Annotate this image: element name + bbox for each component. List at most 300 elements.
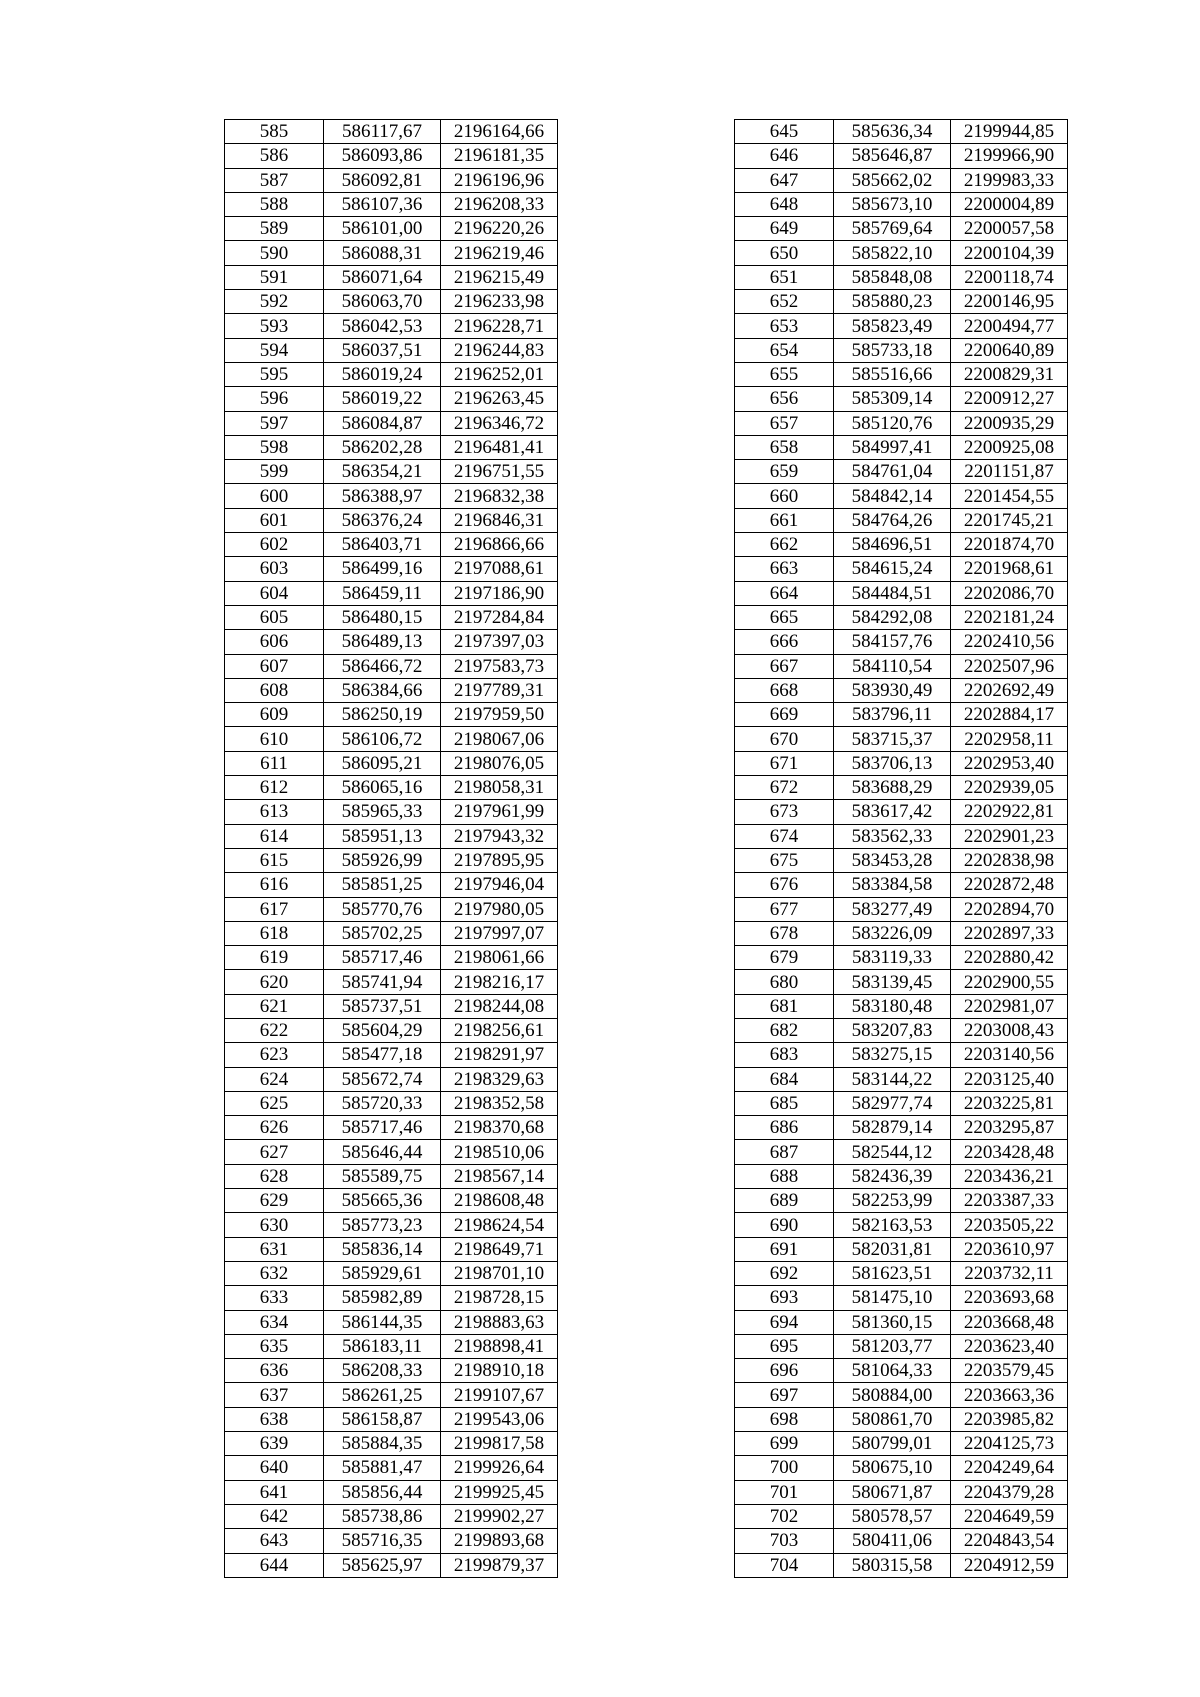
table-row (225, 897, 558, 921)
point-number-cell: 587 (225, 168, 324, 192)
point-number-cell: 621 (225, 994, 324, 1018)
y-coordinate-cell: 2196220,26 (441, 217, 558, 241)
x-coordinate-cell: 585884,35 (324, 1432, 441, 1456)
y-coordinate-cell: 2202897,33 (951, 921, 1068, 945)
point-number-cell: 665 (735, 605, 834, 629)
table-row (735, 120, 1068, 144)
table-row (225, 1504, 558, 1528)
y-coordinate-cell: 2202880,42 (951, 946, 1068, 970)
x-coordinate-cell: 580884,00 (834, 1383, 951, 1407)
x-coordinate-cell: 585982,89 (324, 1286, 441, 1310)
table-row (735, 1286, 1068, 1310)
table-row (735, 1140, 1068, 1164)
point-number-cell: 646 (735, 144, 834, 168)
table-row (735, 800, 1068, 824)
y-coordinate-cell: 2203668,48 (951, 1310, 1068, 1334)
point-number-cell: 683 (735, 1043, 834, 1067)
table-row (225, 581, 558, 605)
y-coordinate-cell: 2196481,41 (441, 435, 558, 459)
table-row (225, 1432, 558, 1456)
point-number-cell: 641 (225, 1480, 324, 1504)
table-row (225, 265, 558, 289)
point-number-cell: 704 (735, 1553, 834, 1577)
x-coordinate-cell: 586088,31 (324, 241, 441, 265)
y-coordinate-cell: 2198216,17 (441, 970, 558, 994)
y-coordinate-cell: 2202922,81 (951, 800, 1068, 824)
point-number-cell: 685 (735, 1091, 834, 1115)
x-coordinate-cell: 580861,70 (834, 1407, 951, 1431)
y-coordinate-cell: 2197583,73 (441, 654, 558, 678)
x-coordinate-cell: 583715,37 (834, 727, 951, 751)
table-row (225, 387, 558, 411)
y-coordinate-cell: 2197961,99 (441, 800, 558, 824)
table-row (225, 1480, 558, 1504)
y-coordinate-cell: 2197284,84 (441, 605, 558, 629)
x-coordinate-cell: 585717,46 (324, 1116, 441, 1140)
x-coordinate-cell: 583384,58 (834, 873, 951, 897)
table-row (735, 1164, 1068, 1188)
x-coordinate-cell: 586202,28 (324, 435, 441, 459)
x-coordinate-cell: 582977,74 (834, 1091, 951, 1115)
point-number-cell: 619 (225, 946, 324, 970)
x-coordinate-cell: 585770,76 (324, 897, 441, 921)
table-row (735, 1261, 1068, 1285)
y-coordinate-cell: 2203610,97 (951, 1237, 1068, 1261)
table-row (225, 970, 558, 994)
point-number-cell: 617 (225, 897, 324, 921)
x-coordinate-cell: 586388,97 (324, 484, 441, 508)
x-coordinate-cell: 585822,10 (834, 241, 951, 265)
table-row (225, 751, 558, 775)
point-number-cell: 651 (735, 265, 834, 289)
table-row (225, 1237, 558, 1261)
x-coordinate-cell: 586092,81 (324, 168, 441, 192)
y-coordinate-cell: 2200640,89 (951, 338, 1068, 362)
x-coordinate-cell: 584997,41 (834, 435, 951, 459)
y-coordinate-cell: 2199817,58 (441, 1432, 558, 1456)
x-coordinate-cell: 586037,51 (324, 338, 441, 362)
x-coordinate-cell: 583119,33 (834, 946, 951, 970)
x-coordinate-cell: 586183,11 (324, 1334, 441, 1358)
y-coordinate-cell: 2202958,11 (951, 727, 1068, 751)
point-number-cell: 695 (735, 1334, 834, 1358)
point-number-cell: 616 (225, 873, 324, 897)
table-row (225, 290, 558, 314)
point-number-cell: 679 (735, 946, 834, 970)
table-row (225, 435, 558, 459)
point-number-cell: 668 (735, 678, 834, 702)
point-number-cell: 688 (735, 1164, 834, 1188)
table-row (225, 557, 558, 581)
y-coordinate-cell: 2198701,10 (441, 1261, 558, 1285)
table-row (225, 1334, 558, 1358)
x-coordinate-cell: 585717,46 (324, 946, 441, 970)
y-coordinate-cell: 2196164,66 (441, 120, 558, 144)
table-row (225, 873, 558, 897)
table-row (225, 1261, 558, 1285)
y-coordinate-cell: 2202086,70 (951, 581, 1068, 605)
x-coordinate-cell: 583275,15 (834, 1043, 951, 1067)
y-coordinate-cell: 2196252,01 (441, 362, 558, 386)
table-row (735, 678, 1068, 702)
y-coordinate-cell: 2199983,33 (951, 168, 1068, 192)
x-coordinate-cell: 583226,09 (834, 921, 951, 945)
table-row (735, 1359, 1068, 1383)
point-number-cell: 629 (225, 1189, 324, 1213)
table-row (735, 581, 1068, 605)
x-coordinate-cell: 586208,33 (324, 1359, 441, 1383)
y-coordinate-cell: 2203387,33 (951, 1189, 1068, 1213)
x-coordinate-cell: 585737,51 (324, 994, 441, 1018)
y-coordinate-cell: 2200104,39 (951, 241, 1068, 265)
table-row (225, 654, 558, 678)
y-coordinate-cell: 2196208,33 (441, 192, 558, 216)
y-coordinate-cell: 2198624,54 (441, 1213, 558, 1237)
x-coordinate-cell: 581360,15 (834, 1310, 951, 1334)
y-coordinate-cell: 2201745,21 (951, 508, 1068, 532)
table-row (735, 970, 1068, 994)
point-number-cell: 605 (225, 605, 324, 629)
point-number-cell: 624 (225, 1067, 324, 1091)
table-row (735, 217, 1068, 241)
table-row (225, 946, 558, 970)
point-number-cell: 611 (225, 751, 324, 775)
x-coordinate-cell: 585848,08 (834, 265, 951, 289)
table-row (735, 362, 1068, 386)
table-row (735, 1310, 1068, 1334)
point-number-cell: 614 (225, 824, 324, 848)
y-coordinate-cell: 2203295,87 (951, 1116, 1068, 1140)
table-row (735, 946, 1068, 970)
x-coordinate-cell: 586459,11 (324, 581, 441, 605)
y-coordinate-cell: 2197895,95 (441, 848, 558, 872)
y-coordinate-cell: 2196181,35 (441, 144, 558, 168)
point-number-cell: 622 (225, 1018, 324, 1042)
x-coordinate-cell: 585836,14 (324, 1237, 441, 1261)
x-coordinate-cell: 586158,87 (324, 1407, 441, 1431)
table-row (735, 411, 1068, 435)
point-number-cell: 639 (225, 1432, 324, 1456)
table-row (735, 1067, 1068, 1091)
table-row (225, 776, 558, 800)
point-number-cell: 676 (735, 873, 834, 897)
y-coordinate-cell: 2197980,05 (441, 897, 558, 921)
x-coordinate-cell: 585741,94 (324, 970, 441, 994)
point-number-cell: 702 (735, 1504, 834, 1528)
x-coordinate-cell: 585856,44 (324, 1480, 441, 1504)
point-number-cell: 642 (225, 1504, 324, 1528)
x-coordinate-cell: 586019,22 (324, 387, 441, 411)
point-number-cell: 631 (225, 1237, 324, 1261)
table-row (225, 1189, 558, 1213)
point-number-cell: 696 (735, 1359, 834, 1383)
y-coordinate-cell: 2198256,61 (441, 1018, 558, 1042)
point-number-cell: 654 (735, 338, 834, 362)
x-coordinate-cell: 581623,51 (834, 1261, 951, 1285)
point-number-cell: 626 (225, 1116, 324, 1140)
table-row (735, 1407, 1068, 1431)
point-number-cell: 659 (735, 460, 834, 484)
point-number-cell: 669 (735, 703, 834, 727)
x-coordinate-cell: 586107,36 (324, 192, 441, 216)
y-coordinate-cell: 2198510,06 (441, 1140, 558, 1164)
point-number-cell: 592 (225, 290, 324, 314)
y-coordinate-cell: 2203663,36 (951, 1383, 1068, 1407)
point-number-cell: 690 (735, 1213, 834, 1237)
x-coordinate-cell: 586071,64 (324, 265, 441, 289)
table-row (225, 800, 558, 824)
table-row (735, 265, 1068, 289)
point-number-cell: 597 (225, 411, 324, 435)
table-row (735, 1456, 1068, 1480)
point-number-cell: 623 (225, 1043, 324, 1067)
table-row (735, 727, 1068, 751)
point-number-cell: 689 (735, 1189, 834, 1213)
y-coordinate-cell: 2201874,70 (951, 533, 1068, 557)
x-coordinate-cell: 583930,49 (834, 678, 951, 702)
point-number-cell: 596 (225, 387, 324, 411)
y-coordinate-cell: 2198910,18 (441, 1359, 558, 1383)
x-coordinate-cell: 585929,61 (324, 1261, 441, 1285)
y-coordinate-cell: 2199879,37 (441, 1553, 558, 1577)
point-number-cell: 698 (735, 1407, 834, 1431)
table-row (735, 1043, 1068, 1067)
y-coordinate-cell: 2196832,38 (441, 484, 558, 508)
y-coordinate-cell: 2203732,11 (951, 1261, 1068, 1285)
table-row (225, 1043, 558, 1067)
y-coordinate-cell: 2196219,46 (441, 241, 558, 265)
x-coordinate-cell: 585625,97 (324, 1553, 441, 1577)
point-number-cell: 678 (735, 921, 834, 945)
coordinates-table-left (224, 119, 558, 1578)
table-row (225, 1407, 558, 1431)
point-number-cell: 586 (225, 144, 324, 168)
y-coordinate-cell: 2203125,40 (951, 1067, 1068, 1091)
x-coordinate-cell: 581064,33 (834, 1359, 951, 1383)
x-coordinate-cell: 586042,53 (324, 314, 441, 338)
point-number-cell: 674 (735, 824, 834, 848)
y-coordinate-cell: 2203579,45 (951, 1359, 1068, 1383)
table-row (225, 824, 558, 848)
y-coordinate-cell: 2198329,63 (441, 1067, 558, 1091)
y-coordinate-cell: 2198370,68 (441, 1116, 558, 1140)
point-number-cell: 684 (735, 1067, 834, 1091)
x-coordinate-cell: 582163,53 (834, 1213, 951, 1237)
x-coordinate-cell: 585733,18 (834, 338, 951, 362)
x-coordinate-cell: 585720,33 (324, 1091, 441, 1115)
point-number-cell: 643 (225, 1529, 324, 1553)
x-coordinate-cell: 585636,34 (834, 120, 951, 144)
point-number-cell: 661 (735, 508, 834, 532)
x-coordinate-cell: 583277,49 (834, 897, 951, 921)
x-coordinate-cell: 580315,58 (834, 1553, 951, 1577)
table-row (735, 557, 1068, 581)
table-row (735, 1018, 1068, 1042)
y-coordinate-cell: 2199926,64 (441, 1456, 558, 1480)
point-number-cell: 635 (225, 1334, 324, 1358)
table-row (225, 994, 558, 1018)
table-row (735, 751, 1068, 775)
x-coordinate-cell: 585823,49 (834, 314, 951, 338)
table-row (735, 848, 1068, 872)
point-number-cell: 660 (735, 484, 834, 508)
point-number-cell: 687 (735, 1140, 834, 1164)
point-number-cell: 697 (735, 1383, 834, 1407)
x-coordinate-cell: 580799,01 (834, 1432, 951, 1456)
table-row (735, 1237, 1068, 1261)
y-coordinate-cell: 2198883,63 (441, 1310, 558, 1334)
table-row (225, 362, 558, 386)
point-number-cell: 650 (735, 241, 834, 265)
y-coordinate-cell: 2199966,90 (951, 144, 1068, 168)
table-row (225, 921, 558, 945)
x-coordinate-cell: 583706,13 (834, 751, 951, 775)
table-row (735, 290, 1068, 314)
y-coordinate-cell: 2202692,49 (951, 678, 1068, 702)
y-coordinate-cell: 2203008,43 (951, 1018, 1068, 1042)
table-row (735, 435, 1068, 459)
x-coordinate-cell: 585646,87 (834, 144, 951, 168)
x-coordinate-cell: 583562,33 (834, 824, 951, 848)
y-coordinate-cell: 2202953,40 (951, 751, 1068, 775)
x-coordinate-cell: 586117,67 (324, 120, 441, 144)
y-coordinate-cell: 2203225,81 (951, 1091, 1068, 1115)
x-coordinate-cell: 585662,02 (834, 168, 951, 192)
y-coordinate-cell: 2204912,59 (951, 1553, 1068, 1577)
x-coordinate-cell: 584761,04 (834, 460, 951, 484)
x-coordinate-cell: 585672,74 (324, 1067, 441, 1091)
x-coordinate-cell: 584696,51 (834, 533, 951, 557)
y-coordinate-cell: 2202838,98 (951, 848, 1068, 872)
table-row (225, 605, 558, 629)
x-coordinate-cell: 581203,77 (834, 1334, 951, 1358)
point-number-cell: 593 (225, 314, 324, 338)
y-coordinate-cell: 2199543,06 (441, 1407, 558, 1431)
y-coordinate-cell: 2197088,61 (441, 557, 558, 581)
y-coordinate-cell: 2196866,66 (441, 533, 558, 557)
y-coordinate-cell: 2203985,82 (951, 1407, 1068, 1431)
x-coordinate-cell: 583453,28 (834, 848, 951, 872)
x-coordinate-cell: 584110,54 (834, 654, 951, 678)
x-coordinate-cell: 580411,06 (834, 1529, 951, 1553)
x-coordinate-cell: 585965,33 (324, 800, 441, 824)
table-row (735, 1189, 1068, 1213)
table-row (225, 1213, 558, 1237)
table-row (225, 460, 558, 484)
point-number-cell: 675 (735, 848, 834, 872)
y-coordinate-cell: 2203140,56 (951, 1043, 1068, 1067)
y-coordinate-cell: 2196346,72 (441, 411, 558, 435)
x-coordinate-cell: 586019,24 (324, 362, 441, 386)
point-number-cell: 671 (735, 751, 834, 775)
point-number-cell: 692 (735, 1261, 834, 1285)
point-number-cell: 653 (735, 314, 834, 338)
point-number-cell: 672 (735, 776, 834, 800)
x-coordinate-cell: 582031,81 (834, 1237, 951, 1261)
y-coordinate-cell: 2198608,48 (441, 1189, 558, 1213)
y-coordinate-cell: 2200935,29 (951, 411, 1068, 435)
table-row (225, 678, 558, 702)
y-coordinate-cell: 2197997,07 (441, 921, 558, 945)
point-number-cell: 652 (735, 290, 834, 314)
x-coordinate-cell: 586376,24 (324, 508, 441, 532)
table-row (735, 630, 1068, 654)
point-number-cell: 606 (225, 630, 324, 654)
y-coordinate-cell: 2203428,48 (951, 1140, 1068, 1164)
table-row (225, 1529, 558, 1553)
point-number-cell: 604 (225, 581, 324, 605)
x-coordinate-cell: 585604,29 (324, 1018, 441, 1042)
y-coordinate-cell: 2203436,21 (951, 1164, 1068, 1188)
y-coordinate-cell: 2202410,56 (951, 630, 1068, 654)
table-row (735, 1091, 1068, 1115)
y-coordinate-cell: 2196215,49 (441, 265, 558, 289)
y-coordinate-cell: 2196244,83 (441, 338, 558, 362)
x-coordinate-cell: 583688,29 (834, 776, 951, 800)
y-coordinate-cell: 2202872,48 (951, 873, 1068, 897)
point-number-cell: 658 (735, 435, 834, 459)
table-row (225, 703, 558, 727)
table-row (735, 1334, 1068, 1358)
y-coordinate-cell: 2198567,14 (441, 1164, 558, 1188)
table-row (735, 703, 1068, 727)
table-row (225, 314, 558, 338)
point-number-cell: 663 (735, 557, 834, 581)
y-coordinate-cell: 2198898,41 (441, 1334, 558, 1358)
y-coordinate-cell: 2204843,54 (951, 1529, 1068, 1553)
table-row (225, 1140, 558, 1164)
x-coordinate-cell: 580675,10 (834, 1456, 951, 1480)
table-row (225, 192, 558, 216)
x-coordinate-cell: 586065,16 (324, 776, 441, 800)
table-row (735, 897, 1068, 921)
point-number-cell: 612 (225, 776, 324, 800)
table-row (735, 1553, 1068, 1577)
point-number-cell: 585 (225, 120, 324, 144)
y-coordinate-cell: 2199902,27 (441, 1504, 558, 1528)
table-row (735, 1116, 1068, 1140)
point-number-cell: 599 (225, 460, 324, 484)
table-row (225, 848, 558, 872)
table-row (735, 1213, 1068, 1237)
table-row (225, 1359, 558, 1383)
x-coordinate-cell: 585477,18 (324, 1043, 441, 1067)
table-row (735, 338, 1068, 362)
point-number-cell: 618 (225, 921, 324, 945)
point-number-cell: 648 (735, 192, 834, 216)
point-number-cell: 590 (225, 241, 324, 265)
point-number-cell: 701 (735, 1480, 834, 1504)
x-coordinate-cell: 586101,00 (324, 217, 441, 241)
x-coordinate-cell: 586106,72 (324, 727, 441, 751)
point-number-cell: 636 (225, 1359, 324, 1383)
point-number-cell: 686 (735, 1116, 834, 1140)
point-number-cell: 607 (225, 654, 324, 678)
table-row (735, 1480, 1068, 1504)
y-coordinate-cell: 2198061,66 (441, 946, 558, 970)
point-number-cell: 591 (225, 265, 324, 289)
y-coordinate-cell: 2198067,06 (441, 727, 558, 751)
x-coordinate-cell: 581475,10 (834, 1286, 951, 1310)
x-coordinate-cell: 582544,12 (834, 1140, 951, 1164)
point-number-cell: 667 (735, 654, 834, 678)
y-coordinate-cell: 2197959,50 (441, 703, 558, 727)
table-row (735, 460, 1068, 484)
x-coordinate-cell: 585881,47 (324, 1456, 441, 1480)
point-number-cell: 645 (735, 120, 834, 144)
x-coordinate-cell: 582879,14 (834, 1116, 951, 1140)
x-coordinate-cell: 586063,70 (324, 290, 441, 314)
